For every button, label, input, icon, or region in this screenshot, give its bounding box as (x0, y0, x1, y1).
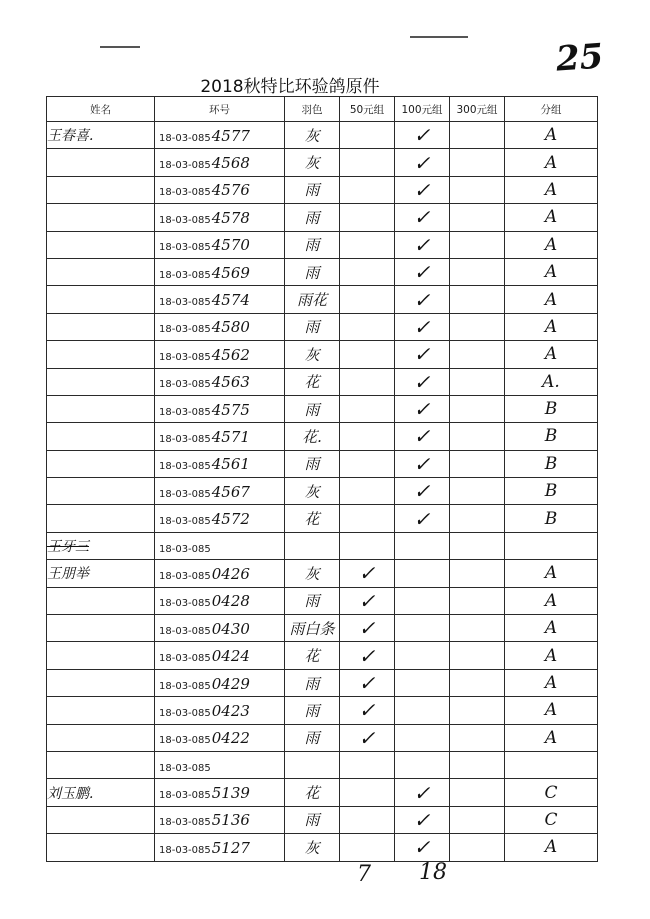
table-row (47, 149, 598, 176)
check-50 (340, 806, 395, 833)
ring-suffix: 4570 (211, 236, 250, 255)
check-100 (395, 697, 450, 724)
check-100: ✓ (395, 286, 450, 313)
group-letter: A (505, 642, 598, 669)
ring-prefix: 18-03-085 (159, 817, 211, 829)
check-50 (340, 395, 395, 422)
check-300 (450, 258, 505, 285)
feather-color: 雨花 (285, 286, 340, 313)
ring-suffix: 4576 (211, 181, 250, 200)
sheet-number: 25 (554, 36, 605, 80)
feather-color: 雨白条 (285, 615, 340, 642)
ring-suffix: 0429 (211, 674, 250, 693)
check-50 (340, 149, 395, 176)
ring-prefix: 18-03-085 (159, 516, 211, 528)
table-row (47, 395, 598, 422)
owner-name (47, 834, 155, 861)
feather-color: 花 (285, 642, 340, 669)
check-100: ✓ (395, 779, 450, 806)
ring-number (155, 779, 285, 806)
group-letter: C (505, 806, 598, 833)
table-row (47, 560, 598, 587)
feather-color: 灰 (285, 560, 340, 587)
feather-color: 雨 (285, 313, 340, 340)
check-50: ✓ (340, 669, 395, 696)
owner-name (47, 642, 155, 669)
ring-number (155, 505, 285, 532)
check-50 (340, 368, 395, 395)
feather-color: 雨 (285, 176, 340, 203)
header-group-300: 300元组 (450, 97, 505, 122)
ring-prefix: 18-03-085 (159, 790, 211, 802)
feather-color: 花 (285, 779, 340, 806)
owner-name (47, 176, 155, 203)
table-row (47, 258, 598, 285)
ring-number (155, 286, 285, 313)
check-50: ✓ (340, 642, 395, 669)
table-row (47, 341, 598, 368)
feather-color: 花 (285, 368, 340, 395)
ring-prefix: 18-03-085 (159, 214, 211, 226)
check-300 (450, 642, 505, 669)
ring-number (155, 697, 285, 724)
ring-number (155, 478, 285, 505)
check-50 (340, 258, 395, 285)
check-50 (340, 478, 395, 505)
ring-number (155, 368, 285, 395)
ring-suffix: 5139 (211, 784, 250, 803)
check-100: ✓ (395, 341, 450, 368)
check-100: ✓ (395, 478, 450, 505)
ring-suffix: 4575 (211, 400, 250, 419)
feather-color: 雨 (285, 697, 340, 724)
group-letter: A (505, 286, 598, 313)
group-letter: A (505, 313, 598, 340)
ring-prefix: 18-03-085 (159, 543, 211, 555)
group-letter: A (505, 122, 598, 149)
check-300 (450, 697, 505, 724)
check-300 (450, 368, 505, 395)
table-row (47, 368, 598, 395)
ring-number (155, 122, 285, 149)
page-title: 2018秋特比环验鸽原件 (200, 77, 380, 97)
check-100: ✓ (395, 258, 450, 285)
ring-prefix: 18-03-085 (159, 160, 211, 172)
group-letter: A (505, 587, 598, 614)
group-letter: B (505, 395, 598, 422)
owner-name (47, 806, 155, 833)
owner-name (47, 615, 155, 642)
header-ring: 环号 (155, 97, 285, 122)
check-300 (450, 341, 505, 368)
check-50 (340, 423, 395, 450)
ring-suffix: 4569 (211, 263, 250, 282)
ring-suffix: 4568 (211, 154, 250, 173)
check-300 (450, 834, 505, 861)
ring-number (155, 587, 285, 614)
check-50: ✓ (340, 587, 395, 614)
check-100: ✓ (395, 395, 450, 422)
ring-prefix: 18-03-085 (159, 433, 211, 445)
owner-name (47, 478, 155, 505)
ring-number (155, 258, 285, 285)
ring-suffix: 0428 (211, 592, 250, 611)
group-letter: A (505, 669, 598, 696)
total-50: 7 (357, 862, 371, 887)
owner-name (47, 587, 155, 614)
feather-color: 灰 (285, 341, 340, 368)
table-row (47, 779, 598, 806)
check-50: ✓ (340, 615, 395, 642)
group-letter: B (505, 478, 598, 505)
owner-name (47, 505, 155, 532)
ring-number (155, 423, 285, 450)
check-300 (450, 532, 505, 559)
ring-suffix: 4580 (211, 318, 250, 337)
owner-name (47, 149, 155, 176)
owner-name (47, 313, 155, 340)
owner-name (47, 697, 155, 724)
check-300 (450, 122, 505, 149)
owner-name (47, 724, 155, 751)
check-100: ✓ (395, 834, 450, 861)
ring-number (155, 395, 285, 422)
ring-prefix: 18-03-085 (159, 351, 211, 363)
check-100 (395, 751, 450, 778)
check-50 (340, 505, 395, 532)
table-row (47, 806, 598, 833)
table-row (47, 669, 598, 696)
ring-prefix: 18-03-085 (159, 269, 211, 281)
feather-color: 灰 (285, 122, 340, 149)
ring-prefix: 18-03-085 (159, 242, 211, 254)
ring-number (155, 341, 285, 368)
check-50 (340, 779, 395, 806)
ring-number (155, 560, 285, 587)
feather-color: 灰 (285, 478, 340, 505)
owner-name (47, 368, 155, 395)
table-row (47, 697, 598, 724)
group-letter: A (505, 615, 598, 642)
check-100 (395, 532, 450, 559)
owner-name (47, 669, 155, 696)
ring-number (155, 231, 285, 258)
ring-suffix: 4567 (211, 482, 250, 501)
ring-prefix: 18-03-085 (159, 406, 211, 418)
check-100: ✓ (395, 231, 450, 258)
scan-mark (100, 46, 140, 48)
table-row (47, 587, 598, 614)
table-row (47, 286, 598, 313)
check-50 (340, 286, 395, 313)
ring-prefix: 18-03-085 (159, 735, 211, 747)
table-row (47, 204, 598, 231)
table-row (47, 231, 598, 258)
check-50 (340, 231, 395, 258)
table-row (47, 450, 598, 477)
check-50 (340, 341, 395, 368)
feather-color: 雨 (285, 669, 340, 696)
table-row (47, 642, 598, 669)
owner-name (47, 231, 155, 258)
check-100 (395, 642, 450, 669)
ring-suffix: 4563 (211, 373, 250, 392)
ring-suffix: 4578 (211, 208, 250, 227)
ring-suffix: 4572 (211, 510, 250, 529)
feather-color: 雨 (285, 231, 340, 258)
group-letter (505, 532, 598, 559)
feather-color: 花. (285, 423, 340, 450)
owner-name: 王牙三 (47, 532, 155, 559)
owner-name (47, 450, 155, 477)
total-100: 18 (419, 860, 447, 885)
header-group-100: 100元组 (395, 97, 450, 122)
check-100 (395, 669, 450, 696)
ring-number (155, 313, 285, 340)
check-50 (340, 122, 395, 149)
check-50: ✓ (340, 697, 395, 724)
check-100 (395, 560, 450, 587)
table-row (47, 423, 598, 450)
check-300 (450, 751, 505, 778)
owner-name: 王春喜. (47, 122, 155, 149)
check-300 (450, 231, 505, 258)
ring-number (155, 669, 285, 696)
feather-color: 灰 (285, 834, 340, 861)
table-row (47, 122, 598, 149)
check-100: ✓ (395, 122, 450, 149)
check-300 (450, 176, 505, 203)
check-100 (395, 615, 450, 642)
owner-name (47, 204, 155, 231)
check-50 (340, 751, 395, 778)
ring-number (155, 834, 285, 861)
ring-prefix: 18-03-085 (159, 762, 211, 774)
table-row (47, 532, 598, 559)
ring-suffix: 4561 (211, 455, 250, 474)
ring-suffix: 0426 (211, 564, 250, 583)
check-300 (450, 450, 505, 477)
check-300 (450, 505, 505, 532)
ring-suffix: 0422 (211, 729, 250, 748)
owner-name (47, 395, 155, 422)
check-300 (450, 724, 505, 751)
check-50 (340, 204, 395, 231)
group-letter: B (505, 423, 598, 450)
ring-suffix: 4562 (211, 345, 250, 364)
check-100: ✓ (395, 505, 450, 532)
check-50 (340, 313, 395, 340)
feather-color: 雨 (285, 587, 340, 614)
ring-number (155, 532, 285, 559)
ring-prefix: 18-03-085 (159, 844, 211, 856)
check-100: ✓ (395, 313, 450, 340)
feather-color: 雨 (285, 450, 340, 477)
owner-name: 王朋举 (47, 560, 155, 587)
group-letter: A (505, 341, 598, 368)
group-letter (505, 751, 598, 778)
check-100: ✓ (395, 176, 450, 203)
ring-prefix: 18-03-085 (159, 598, 211, 610)
ring-number (155, 724, 285, 751)
table-row (47, 478, 598, 505)
group-letter: B (505, 505, 598, 532)
ring-prefix: 18-03-085 (159, 187, 211, 199)
feather-color (285, 751, 340, 778)
check-100: ✓ (395, 368, 450, 395)
check-100 (395, 587, 450, 614)
ring-prefix: 18-03-085 (159, 379, 211, 391)
feather-color: 花 (285, 505, 340, 532)
group-letter: A (505, 258, 598, 285)
ring-number (155, 642, 285, 669)
check-300 (450, 204, 505, 231)
check-300 (450, 615, 505, 642)
ring-suffix: 5136 (211, 811, 250, 830)
header-group-50: 50元组 (340, 97, 395, 122)
group-letter: A (505, 724, 598, 751)
owner-name (47, 258, 155, 285)
ring-prefix: 18-03-085 (159, 132, 211, 144)
check-100: ✓ (395, 423, 450, 450)
table-row (47, 505, 598, 532)
feather-color (285, 532, 340, 559)
check-50 (340, 176, 395, 203)
owner-name (47, 286, 155, 313)
owner-name (47, 341, 155, 368)
group-letter: A (505, 149, 598, 176)
check-100: ✓ (395, 149, 450, 176)
ring-prefix: 18-03-085 (159, 707, 211, 719)
owner-name (47, 751, 155, 778)
header-name: 姓名 (47, 97, 155, 122)
check-300 (450, 149, 505, 176)
ring-number (155, 806, 285, 833)
feather-color: 雨 (285, 395, 340, 422)
ring-prefix: 18-03-085 (159, 653, 211, 665)
group-letter: A (505, 834, 598, 861)
check-300 (450, 313, 505, 340)
header-division: 分组 (505, 97, 598, 122)
ring-number (155, 615, 285, 642)
ring-number (155, 149, 285, 176)
header-color: 羽色 (285, 97, 340, 122)
check-300 (450, 423, 505, 450)
check-300 (450, 806, 505, 833)
ring-suffix: 0424 (211, 647, 250, 666)
owner-name (47, 423, 155, 450)
check-50: ✓ (340, 724, 395, 751)
ring-number (155, 450, 285, 477)
ring-suffix: 4577 (211, 126, 250, 145)
feather-color: 雨 (285, 724, 340, 751)
header-row (47, 97, 598, 122)
ring-suffix: 0430 (211, 619, 250, 638)
group-letter: A (505, 697, 598, 724)
group-letter: A (505, 176, 598, 203)
group-letter: A (505, 204, 598, 231)
table-row (47, 751, 598, 778)
check-300 (450, 669, 505, 696)
owner-name: 刘玉鹏. (47, 779, 155, 806)
group-letter: A (505, 560, 598, 587)
ring-suffix: 4574 (211, 291, 250, 310)
check-50 (340, 834, 395, 861)
ring-prefix: 18-03-085 (159, 461, 211, 473)
check-100: ✓ (395, 204, 450, 231)
pigeon-table (46, 96, 598, 862)
feather-color: 雨 (285, 204, 340, 231)
ring-prefix: 18-03-085 (159, 625, 211, 637)
group-letter: C (505, 779, 598, 806)
check-300 (450, 395, 505, 422)
table-row (47, 615, 598, 642)
check-300 (450, 560, 505, 587)
scan-mark (410, 36, 468, 38)
check-50 (340, 532, 395, 559)
table-row (47, 724, 598, 751)
check-100: ✓ (395, 450, 450, 477)
ring-number (155, 751, 285, 778)
ring-prefix: 18-03-085 (159, 488, 211, 500)
ring-number (155, 204, 285, 231)
group-letter: A (505, 231, 598, 258)
feather-color: 雨 (285, 258, 340, 285)
check-300 (450, 779, 505, 806)
ring-suffix: 0423 (211, 701, 250, 720)
ring-suffix: 4571 (211, 427, 250, 446)
check-100 (395, 724, 450, 751)
feather-color: 雨 (285, 806, 340, 833)
check-300 (450, 587, 505, 614)
check-50 (340, 450, 395, 477)
feather-color: 灰 (285, 149, 340, 176)
ring-prefix: 18-03-085 (159, 324, 211, 336)
table-row (47, 313, 598, 340)
ring-prefix: 18-03-085 (159, 680, 211, 692)
ring-suffix: 5127 (211, 838, 250, 857)
ring-prefix: 18-03-085 (159, 570, 211, 582)
ring-number (155, 176, 285, 203)
check-300 (450, 478, 505, 505)
table-row (47, 176, 598, 203)
ring-prefix: 18-03-085 (159, 297, 211, 309)
check-50: ✓ (340, 560, 395, 587)
group-letter: A. (505, 368, 598, 395)
check-300 (450, 286, 505, 313)
check-100: ✓ (395, 806, 450, 833)
table-row (47, 834, 598, 861)
group-letter: B (505, 450, 598, 477)
